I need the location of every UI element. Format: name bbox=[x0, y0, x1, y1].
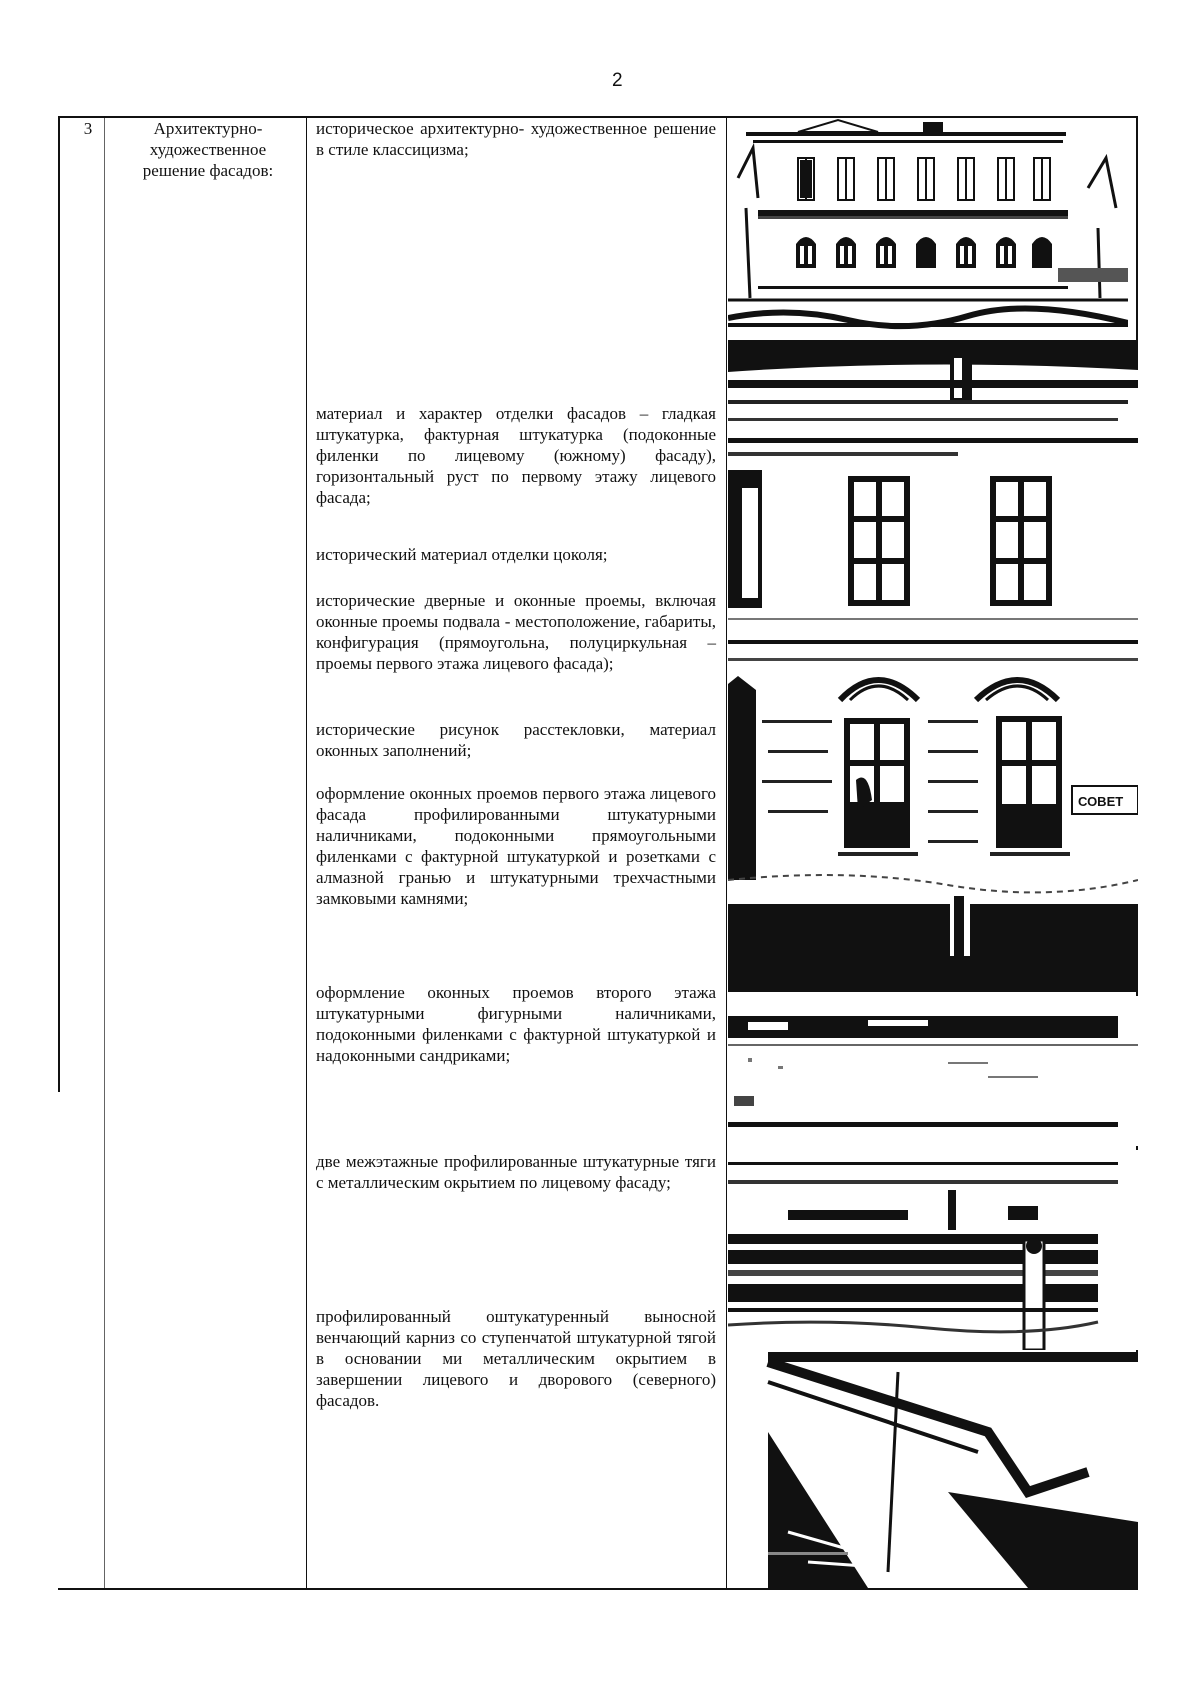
windows-detail-photo bbox=[728, 340, 1138, 992]
table-bottom-border bbox=[58, 1588, 1138, 1590]
monument-subject-table bbox=[58, 116, 1138, 1590]
col-divider-description bbox=[726, 116, 727, 1590]
roof-cornice-photo bbox=[728, 1352, 1138, 1588]
row-name: Архитектурно-художественное решение фасадов: bbox=[142, 119, 274, 180]
interfloor-cornice-photo bbox=[728, 996, 1138, 1146]
item-crowning-cornice: профилированный оштукатуренный выносной венчающий карниз со ступенчатой штукатурной тягой в основании ми металлическим окрытием в завершении лицевого и дворового (северного) фасадов. bbox=[316, 1307, 716, 1410]
item-second-floor-windows: оформление оконных проемов второго этажа штукатурными фигурными наличниками, подоконными филенками с фактурной штукатуркой и надоконными сандриками; bbox=[316, 983, 716, 1065]
page-number: 2 bbox=[612, 70, 623, 91]
table-left-border bbox=[58, 116, 60, 1092]
crowning-cornice-photo bbox=[728, 1150, 1138, 1350]
facade-photo bbox=[728, 118, 1128, 340]
col-divider-number bbox=[104, 116, 105, 1590]
item-first-floor-windows: оформление оконных проемов первого этажа лицевого фасада профилированными штукатурными наличниками, подоконными прямоугольными филенками с фактурной штукатуркой и розетками с алмазной гранью и штукатурными трехчастными замковыми камнями; bbox=[316, 784, 716, 908]
item-facade-finish: материал и характер отделки фасадов – гладкая штукатурка, фактурная штукатурка (подоконные филенки по лицевому (южному) фасаду), горизонтальный руст по первому этажу лицевого фасада; bbox=[316, 404, 716, 507]
item-glazing: исторические рисунок расстекловки, материал оконных заполнений; bbox=[316, 720, 716, 760]
facade-sign-text: СОВЕТ bbox=[1078, 794, 1124, 809]
item-interfloor-cornices: две межэтажные профилированные штукатурные тяги с металлическим окрытием по лицевому фасаду; bbox=[316, 1152, 716, 1192]
item-plinth: исторический материал отделки цоколя; bbox=[316, 545, 608, 564]
row-number: 3 bbox=[83, 119, 93, 138]
item-openings: исторические дверные и оконные проемы, включая оконные проемы подвала - местоположение, габариты, конфигурация (прямоугольна, полуциркульная – проемы первого этажа лицевого фасада); bbox=[316, 591, 716, 673]
col-divider-name bbox=[306, 116, 307, 1590]
item-style: историческое архитектурно- художественное решение в стиле классицизма; bbox=[316, 119, 716, 159]
